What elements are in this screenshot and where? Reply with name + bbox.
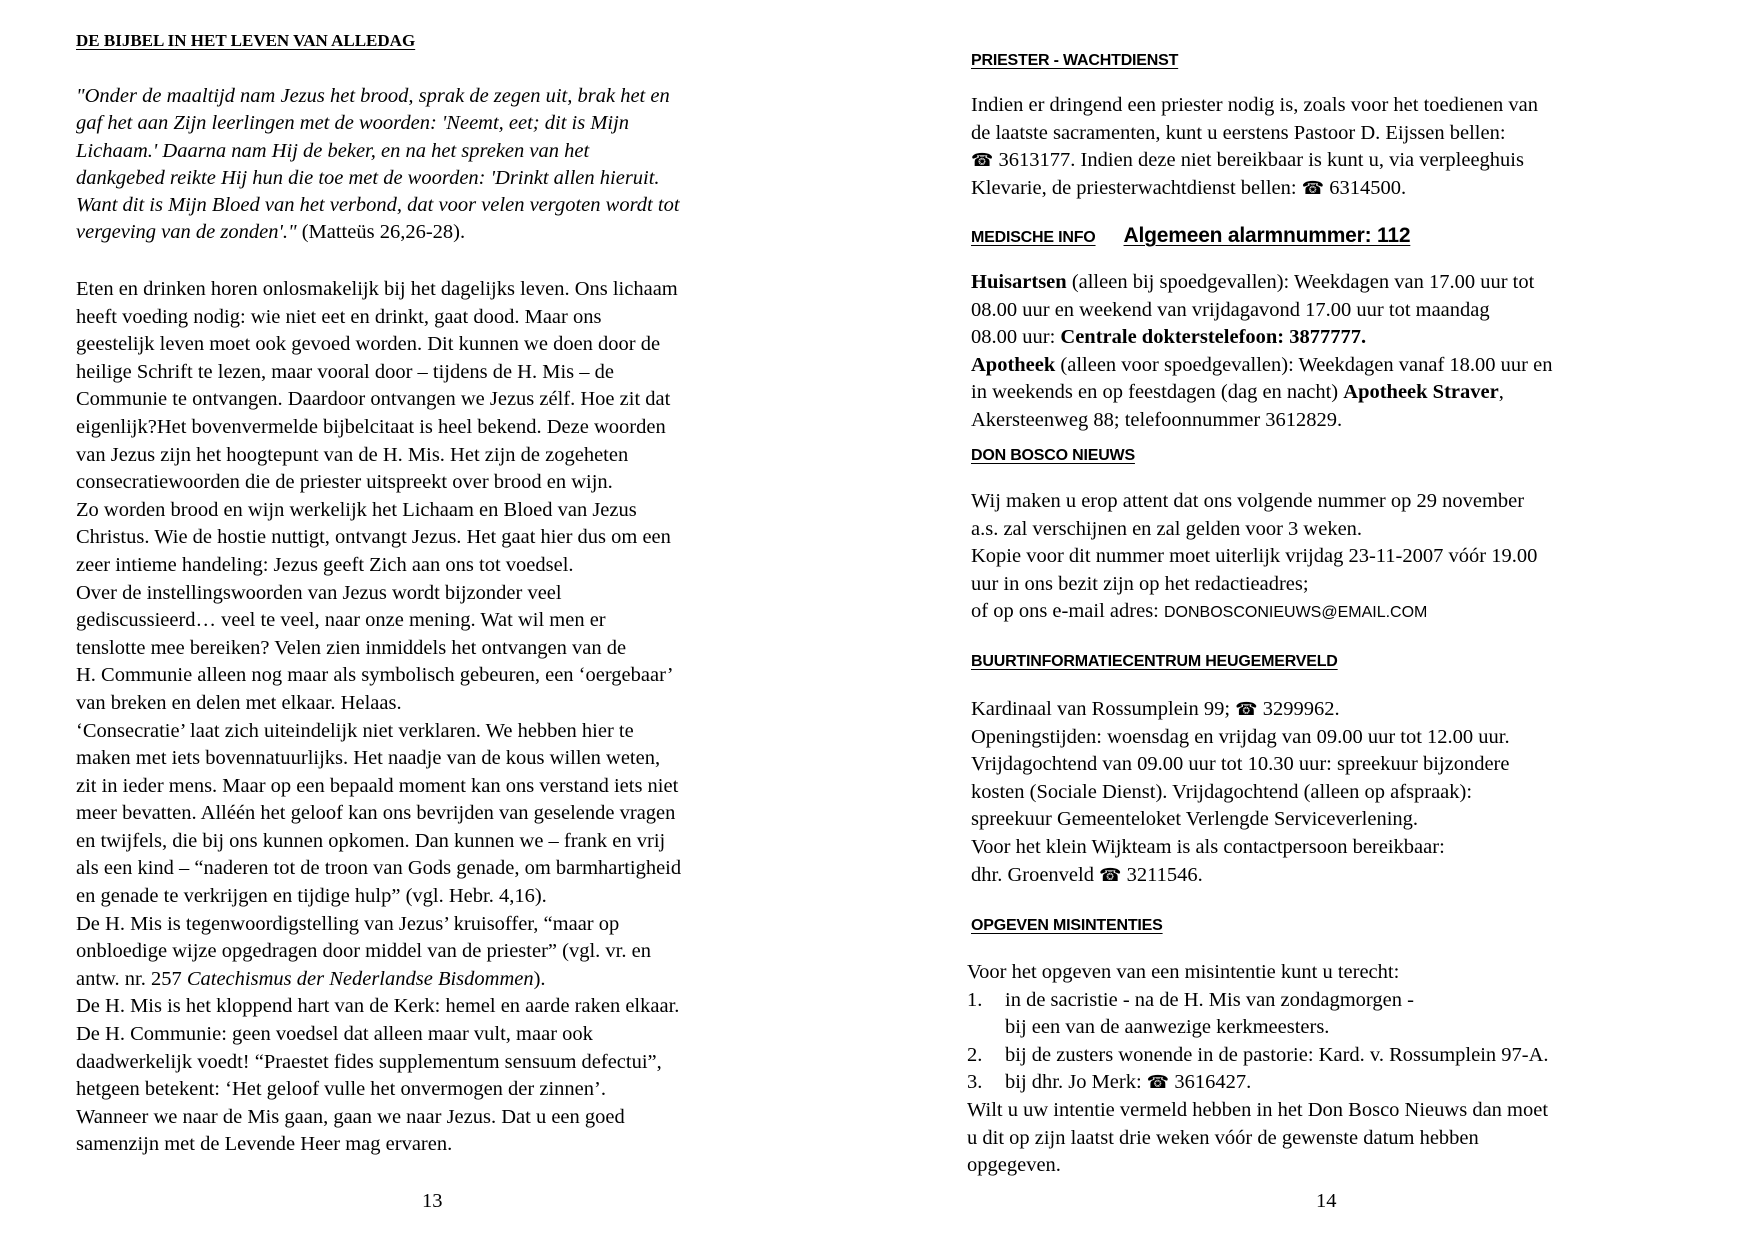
text-segment: Akersteenweg 88; telefoonnummer 3612829.	[971, 408, 1343, 431]
text-line	[76, 966, 681, 994]
bold-text: Centrale dokterstelefoon: 3877777.	[1060, 326, 1367, 349]
page-number: 13	[422, 1190, 443, 1212]
text-segment: (Matteüs 26,26-28).	[301, 221, 466, 244]
bold-text: Huisartsen	[971, 271, 1067, 293]
text-line	[971, 834, 1510, 862]
text-line	[971, 407, 1552, 435]
text-segment: en twijfels, die bij ons kunnen opkomen. Dan kunnen we – frank en vrij	[76, 829, 666, 852]
text-line	[76, 855, 681, 883]
text-line	[967, 1042, 1549, 1070]
text-segment: kosten (Sociale Dienst). Vrijdagochtend (alleen op afspraak):	[971, 780, 1473, 803]
text-line	[967, 1014, 1549, 1042]
text-line	[76, 83, 680, 110]
text-line	[76, 883, 681, 911]
text-line	[76, 745, 681, 773]
email-address: DONBOSCONIEUWS@EMAIL.COM	[1164, 604, 1428, 622]
text-line	[76, 359, 681, 387]
italic-text: "Onder de maaltijd nam Jezus het brood, sprak de zegen uit, brak het en	[76, 85, 670, 107]
article-body	[76, 276, 681, 1159]
list-number: 3.	[967, 1071, 983, 1094]
text-segment: Communie te ontvangen. Daardoor ontvangen we Jezus zélf. Hoe zit dat	[76, 388, 671, 411]
text-segment: Openingstijden: woensdag en vrijdag van 09.00 uur tot 12.00 uur.	[971, 725, 1510, 748]
text-line	[76, 524, 681, 552]
text-line	[76, 331, 681, 359]
text-line	[971, 147, 1538, 175]
text-line	[76, 635, 681, 663]
italic-text: vergeving van de zonden'."	[76, 221, 302, 244]
heading-don-bosco-nieuws: DON BOSCO NIEUWS	[971, 447, 1135, 464]
text-segment: Voor het opgeven van een misintentie kunt u terecht:	[967, 961, 1400, 983]
text-line	[76, 386, 681, 414]
text-segment: gediscussieerd… veel te veel, naar onze mening. Wat wil men er	[76, 609, 606, 632]
text-segment: Wanneer we naar de Mis gaan, gaan we naar Jezus. Dat u een goed	[76, 1105, 625, 1128]
text-line	[971, 297, 1552, 325]
text-line	[971, 598, 1537, 626]
text-segment: Zo worden brood en wijn werkelijk het Lichaam en Bloed van Jezus	[76, 498, 637, 521]
text-line	[971, 571, 1537, 599]
text-line	[971, 120, 1538, 148]
text-line	[76, 580, 681, 608]
list-number: 2.	[967, 1043, 983, 1066]
text-segment: u dit op zijn laatst drie weken vóór de gewenste datum hebben	[967, 1126, 1479, 1149]
italic-text: Want dit is Mijn Bloed van het verbond, dat voor velen vergoten wordt tot	[76, 194, 680, 217]
text-segment: Kardinaal van Rossumplein 99;	[971, 698, 1236, 720]
text-segment: De H. Communie: geen voedsel dat alleen maar vult, maar ook	[76, 1023, 593, 1046]
text-segment: onbloedige wijze opgedragen door middel van de priester” (vgl. vr. en	[76, 940, 651, 963]
list-number: 1.	[967, 988, 983, 1011]
text-segment: samenzijn met de Levende Heer mag ervaren.	[76, 1133, 453, 1156]
misintenties-text	[967, 959, 1549, 1180]
bold-text: Apotheek Straver	[1343, 381, 1499, 404]
text-segment: 08.00 uur:	[971, 326, 1061, 349]
text-line	[76, 800, 681, 828]
text-segment: bij dhr. Jo Merk:	[1005, 1071, 1147, 1094]
text-segment: dhr. Groenveld	[971, 863, 1100, 886]
text-segment: heeft voeding nodig: wie niet eet en drinkt, gaat dood. Maar ons	[76, 305, 602, 328]
text-segment: ,	[1498, 381, 1504, 404]
text-line	[76, 165, 680, 192]
text-line	[76, 938, 681, 966]
text-line	[967, 1097, 1549, 1125]
text-segment: meer bevatten. Alléén het geloof kan ons bevrijden van geselende vragen	[76, 802, 676, 825]
text-line	[967, 1125, 1549, 1153]
text-segment: hetgeen betekent: ‘Het geloof vulle het onvermogen der zinnen’.	[76, 1078, 606, 1101]
text-segment: 3211546.	[1121, 863, 1203, 886]
text-line	[967, 1069, 1549, 1097]
text-line	[76, 138, 680, 165]
text-line	[76, 276, 681, 304]
text-segment: 3616427.	[1169, 1071, 1252, 1094]
heading-opgeven-misintenties: OPGEVEN MISINTENTIES	[971, 917, 1163, 934]
medische-text	[971, 269, 1552, 435]
text-line	[76, 911, 681, 939]
text-segment: 3299962.	[1257, 698, 1340, 720]
phone-icon: ☎	[971, 150, 994, 172]
text-segment: Indien er dringend een priester nodig is, zoals voor het toedienen van	[971, 94, 1538, 116]
text-line	[76, 414, 681, 442]
text-line	[971, 175, 1538, 203]
italic-text: Lichaam.' Daarna nam Hij de beker, en na het spreken van het	[76, 139, 590, 162]
phone-icon: ☎	[1301, 177, 1325, 199]
phone-icon: ☎	[1146, 1072, 1170, 1094]
text-segment: (alleen bij spoedgevallen): Weekdagen van 17.00 uur tot	[1066, 271, 1535, 293]
text-segment: bij een van de aanwezige kerkmeesters.	[1005, 1016, 1330, 1039]
text-segment: de laatste sacramenten, kunt u eerstens Pastoor D. Eijssen bellen:	[971, 121, 1506, 144]
text-line	[971, 806, 1510, 834]
italic-text: gaf het aan Zijn leerlingen met de woorden: 'Neemt, eet; dit is Mijn	[76, 112, 630, 135]
text-segment: van breken en delen met elkaar. Helaas.	[76, 691, 402, 714]
text-segment: in weekends en op feestdagen (dag en nacht)	[971, 381, 1344, 404]
text-line	[971, 516, 1537, 544]
text-segment: Kopie voor dit nummer moet uiterlijk vrijdag 23-11-2007 vóór 19.00	[971, 545, 1538, 568]
text-line	[76, 552, 681, 580]
text-line	[967, 987, 1549, 1015]
text-line	[76, 773, 681, 801]
text-segment: in de sacristie - na de H. Mis van zondagmorgen -	[1005, 988, 1414, 1011]
text-segment: Wij maken u erop attent dat ons volgende nummer op 29 november	[971, 490, 1525, 512]
text-segment: H. Communie alleen nog maar als symbolisch gebeuren, een ‘oergebaar’	[76, 664, 674, 687]
phone-icon: ☎	[1099, 864, 1122, 886]
text-line	[76, 219, 680, 246]
text-segment: Eten en drinken horen onlosmakelijk bij het dagelijks leven. Ons lichaam	[76, 278, 678, 300]
text-line	[967, 959, 1549, 987]
text-line	[971, 92, 1538, 120]
text-segment: 6314500.	[1324, 176, 1407, 199]
text-segment: antw. nr. 257	[76, 967, 187, 990]
text-line	[76, 828, 681, 856]
text-line	[76, 497, 681, 525]
text-segment: Voor het klein Wijkteam is als contactpersoon bereikbaar:	[971, 835, 1445, 858]
text-segment: De H. Mis is het kloppend hart van de Kerk: hemel en aarde raken elkaar.	[76, 995, 680, 1018]
text-segment: bij de zusters wonende in de pastorie: Kard. v. Rossumplein 97-A.	[1005, 1043, 1549, 1066]
text-line	[971, 324, 1552, 352]
text-segment: spreekuur Gemeenteloket Verlengde Serviceverlening.	[971, 808, 1419, 831]
text-segment: van Jezus zijn het hoogtepunt van de H. Mis. Het zijn de zogeheten	[76, 443, 629, 466]
text-segment: tenslotte mee bereiken? Velen zien inmiddels het ontvangen van de	[76, 636, 627, 659]
text-segment: a.s. zal verschijnen en zal gelden voor 3 weken.	[971, 517, 1363, 540]
text-segment: geestelijk leven moet ook gevoed worden. Dit kunnen we doen door de	[76, 333, 661, 356]
text-segment: ).	[533, 967, 546, 990]
text-segment: en genade te verkrijgen en tijdige hulp” (vgl. Hebr. 4,16).	[76, 885, 547, 908]
text-line	[76, 110, 680, 137]
text-segment: 3613177. Indien deze niet bereikbaar is kunt u, via verpleeghuis	[993, 149, 1524, 172]
text-line	[76, 1076, 681, 1104]
text-line	[971, 724, 1510, 752]
text-segment: Christus. Wie de hostie nuttigt, ontvangt Jezus. Het gaat hier dus om een	[76, 526, 671, 549]
text-line	[971, 696, 1510, 724]
text-line	[76, 1104, 681, 1132]
heading-buurtinformatiecentrum: BUURTINFORMATIECENTRUM HEUGEMERVELD	[971, 653, 1338, 670]
text-line	[76, 469, 681, 497]
don-bosco-text	[971, 488, 1537, 626]
heading-priester-wachtdienst: PRIESTER - WACHTDIENST	[971, 52, 1179, 69]
text-line	[971, 751, 1510, 779]
italic-text: dankgebed reikte Hij hun die toe met de woorden: 'Drinkt allen hieruit.	[76, 166, 660, 189]
text-segment: zeer intieme handeling: Jezus geeft Zich aan ons tot voedsel.	[76, 553, 574, 576]
article-title: DE BIJBEL IN HET LEVEN VAN ALLEDAG	[76, 31, 416, 50]
text-line	[76, 690, 681, 718]
phone-icon: ☎	[1235, 699, 1258, 720]
text-line	[76, 1131, 681, 1159]
text-segment: maken met iets bovennatuurlijks. Het naadje van de kous willen weten,	[76, 747, 661, 770]
text-segment: heilige Schrift te lezen, maar vooral door – tijdens de H. Mis – de	[76, 360, 614, 383]
text-segment: ‘Consecratie’ laat zich uiteindelijk niet verklaren. We hebben hier te	[76, 719, 634, 742]
text-line	[76, 1021, 681, 1049]
text-line	[971, 352, 1552, 380]
text-line	[76, 1049, 681, 1077]
text-segment: opgegeven.	[967, 1154, 1061, 1177]
priester-text	[971, 92, 1538, 202]
heading-medische-info	[971, 224, 1410, 248]
alarm-number: Algemeen alarmnummer: 112	[1123, 224, 1411, 247]
text-segment: (alleen voor spoedgevallen): Weekdagen vanaf 18.00 uur en	[1055, 353, 1553, 376]
medische-info-label: MEDISCHE INFO	[971, 229, 1096, 246]
text-segment: Over de instellingswoorden van Jezus wordt bijzonder veel	[76, 581, 562, 604]
text-line	[971, 488, 1537, 516]
text-segment: of op ons e-mail adres:	[971, 600, 1164, 623]
text-segment: Klevarie, de priesterwachtdienst bellen:	[971, 176, 1302, 199]
text-line	[971, 862, 1510, 890]
text-line	[971, 779, 1510, 807]
bold-text: Apotheek	[971, 353, 1056, 376]
text-segment: uur in ons bezit zijn op het redactieadres;	[971, 572, 1309, 595]
text-line	[76, 718, 681, 746]
text-line	[971, 543, 1537, 571]
text-segment: daadwerkelijk voedt! “Praestet fides supplementum sensuum defectui”,	[76, 1050, 662, 1073]
text-line	[967, 1152, 1549, 1180]
italic-text: Catechismus der Nederlandse Bisdommen	[186, 967, 534, 990]
page-number: 14	[1316, 1190, 1337, 1212]
text-line	[76, 993, 681, 1021]
text-segment: 08.00 uur en weekend van vrijdagavond 17.00 uur tot maandag	[971, 298, 1490, 321]
text-line	[971, 379, 1552, 407]
text-line	[971, 269, 1552, 297]
text-segment: Vrijdagochtend van 09.00 uur tot 10.30 uur: spreekuur bijzondere	[971, 753, 1510, 776]
text-line	[76, 442, 681, 470]
text-line	[76, 607, 681, 635]
text-segment: eigenlijk?Het bovenvermelde bijbelcitaat is heel bekend. Deze woorden	[76, 415, 666, 438]
buurt-text	[971, 696, 1510, 889]
text-line	[76, 662, 681, 690]
text-segment: zit in ieder mens. Maar op een bepaald moment kan ons verstand iets niet	[76, 774, 679, 797]
text-segment: Wilt u uw intentie vermeld hebben in het Don Bosco Nieuws dan moet	[967, 1098, 1549, 1121]
text-segment: als een kind – “naderen tot de troon van Gods genade, om barmhartigheid	[76, 857, 682, 880]
text-segment: consecratiewoorden die de priester uitspreekt over brood en wijn.	[76, 471, 613, 494]
bible-quote	[76, 83, 680, 247]
text-segment: De H. Mis is tegenwoordigstelling van Jezus’ kruisoffer, “maar op	[76, 912, 620, 935]
text-line	[76, 304, 681, 332]
text-line	[76, 192, 680, 219]
